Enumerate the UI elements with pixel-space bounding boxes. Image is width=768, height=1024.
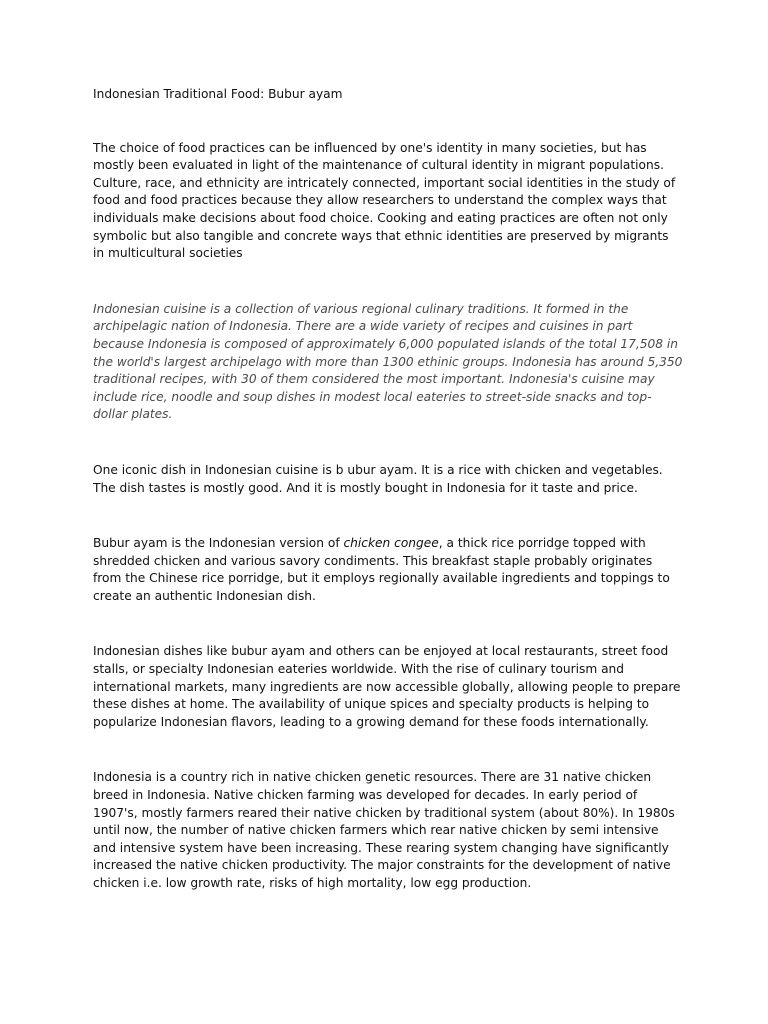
document-body [93, 86, 683, 893]
paragraph-global-availability: Indonesian dishes like bubur ayam and others can be enjoyed at local restaurants, street food stalls, or specialty Indonesian eateries worldwide. With the rise of culinary tourism and international markets, many ingredients are now accessible globally, allowing people to prepare these dishes at home. The availability of unique spices and specialty products is helping to popularize Indonesian flavors, leading to a growing demand for these foods internationally. [93, 644, 681, 729]
chicken-congee-emphasis: chicken congee [343, 536, 439, 551]
paragraph-bubur-ayam-rest: , a thick rice porridge topped with shredded chicken and various savory condiments. This breakfast staple probably originates from the Chinese rice porridge, but it employs regionally available ingredients and toppings to create an authentic Indonesian dish. [93, 536, 670, 603]
paragraph-iconic-dish: One iconic dish in Indonesian cuisine is b ubur ayam. It is a rice with chicken and vegetables. The dish tastes is mostly good. And it is mostly bought in Indonesia for it taste and price. [93, 462, 663, 495]
paragraph-indonesian-cuisine: Indonesian cuisine is a collection of various regional culinary traditions. It formed in the archipelagic nation of Indonesia. There are a wide variety of recipes and cuisines in part because Indonesia is composed of approximately 6,000 populated islands of the total 17,508 in the world's largest archipelago with more than 1300 ethinic groups. Indonesia has around 5,350 traditional recipes, with 30 of them considered the most important. Indonesia's cuisine may include rice, noodle and soup dishes in modest local eateries to street-side snacks and top-dollar plates. [93, 301, 683, 422]
paragraph-native-chicken: Indonesia is a country rich in native chicken genetic resources. There are 31 native chicken breed in Indonesia. Native chicken farming was developed for decades. In early period of 1907's, mostly farmers reared their native chicken by traditional system (about 80%). In 1980s until now, the number of native chicken farmers which rear native chicken by semi intensive and intensive system have been increasing. These rearing system changing have significantly increased the native chicken productivity. The major constraints for the development of native chicken i.e. low growth rate, risks of high mortality, low egg production. [93, 770, 675, 890]
paragraph-food-identity: The choice of food practices can be influenced by one's identity in many societies, but has mostly been evaluated in light of the maintenance of cultural identity in migrant populations. Culture, race, and ethnicity are intricately connected, important social identities in the study of food and food practices because they allow researchers to understand the complex ways that individuals make decisions about food choice. Cooking and eating practices are often not only symbolic but also tangible and concrete ways that ethnic identities are preserved by migrants in multicultural societies [93, 140, 676, 261]
paragraph-bubur-ayam [93, 535, 683, 605]
paragraph-bubur-ayam-lead: Bubur ayam is the Indonesian version of [93, 536, 344, 551]
document-title: Indonesian Traditional Food: Bubur ayam [93, 87, 343, 101]
